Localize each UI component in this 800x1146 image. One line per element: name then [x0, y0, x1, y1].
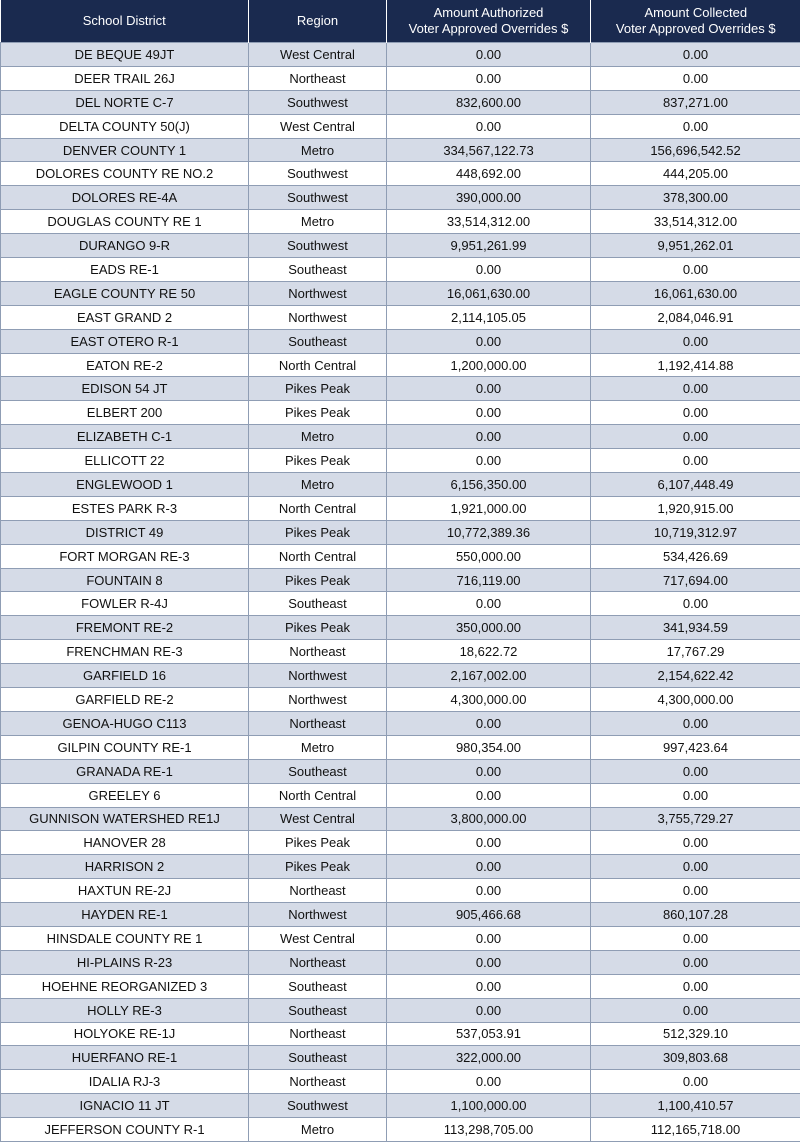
cell-school-district: FORT MORGAN RE-3: [1, 544, 249, 568]
cell-region: Northeast: [249, 879, 387, 903]
table-row: [1, 950, 800, 974]
table-row: [1, 234, 800, 258]
table-row: [1, 449, 800, 473]
cell-school-district: EDISON 54 JT: [1, 377, 249, 401]
table-row: [1, 305, 800, 329]
table-row: [1, 473, 800, 497]
cell-amount-collected: 512,329.10: [591, 1022, 800, 1046]
table-row: [1, 401, 800, 425]
cell-amount-authorized: 0.00: [387, 43, 591, 67]
cell-school-district: HOLYOKE RE-1J: [1, 1022, 249, 1046]
cell-school-district: GARFIELD RE-2: [1, 688, 249, 712]
cell-amount-authorized: 2,167,002.00: [387, 664, 591, 688]
cell-amount-authorized: 16,061,630.00: [387, 281, 591, 305]
cell-region: Metro: [249, 473, 387, 497]
table-body: [1, 43, 800, 1142]
cell-region: Southeast: [249, 998, 387, 1022]
table-row: [1, 520, 800, 544]
cell-amount-collected: 3,755,729.27: [591, 807, 800, 831]
cell-amount-authorized: 0.00: [387, 759, 591, 783]
table-row: [1, 616, 800, 640]
table-row: [1, 496, 800, 520]
table-row: [1, 90, 800, 114]
cell-region: Southeast: [249, 759, 387, 783]
cell-amount-authorized: 0.00: [387, 377, 591, 401]
cell-amount-authorized: 0.00: [387, 258, 591, 282]
cell-school-district: ELBERT 200: [1, 401, 249, 425]
cell-school-district: GENOA-HUGO C113: [1, 711, 249, 735]
cell-region: Southeast: [249, 329, 387, 353]
cell-amount-authorized: 0.00: [387, 783, 591, 807]
cell-school-district: EAST OTERO R-1: [1, 329, 249, 353]
cell-amount-collected: 997,423.64: [591, 735, 800, 759]
cell-amount-collected: 444,205.00: [591, 162, 800, 186]
cell-amount-collected: 17,767.29: [591, 640, 800, 664]
cell-school-district: HARRISON 2: [1, 855, 249, 879]
cell-amount-collected: 0.00: [591, 998, 800, 1022]
cell-region: Southwest: [249, 90, 387, 114]
cell-school-district: GILPIN COUNTY RE-1: [1, 735, 249, 759]
cell-amount-collected: 860,107.28: [591, 903, 800, 927]
cell-school-district: FREMONT RE-2: [1, 616, 249, 640]
cell-school-district: IGNACIO 11 JT: [1, 1094, 249, 1118]
cell-amount-authorized: 0.00: [387, 998, 591, 1022]
cell-amount-collected: 33,514,312.00: [591, 210, 800, 234]
table-row: [1, 329, 800, 353]
cell-school-district: EAST GRAND 2: [1, 305, 249, 329]
table-row: [1, 759, 800, 783]
cell-amount-collected: 6,107,448.49: [591, 473, 800, 497]
cell-amount-collected: 0.00: [591, 879, 800, 903]
cell-amount-authorized: 2,114,105.05: [387, 305, 591, 329]
table-row: [1, 66, 800, 90]
cell-amount-authorized: 832,600.00: [387, 90, 591, 114]
cell-region: Northeast: [249, 711, 387, 735]
cell-amount-authorized: 0.00: [387, 114, 591, 138]
cell-amount-authorized: 1,921,000.00: [387, 496, 591, 520]
cell-amount-authorized: 9,951,261.99: [387, 234, 591, 258]
cell-school-district: GREELEY 6: [1, 783, 249, 807]
cell-school-district: DOUGLAS COUNTY RE 1: [1, 210, 249, 234]
table-row: [1, 592, 800, 616]
cell-amount-collected: 2,084,046.91: [591, 305, 800, 329]
table-row: [1, 138, 800, 162]
header-region: Region: [249, 0, 387, 43]
cell-amount-collected: 717,694.00: [591, 568, 800, 592]
cell-amount-authorized: 350,000.00: [387, 616, 591, 640]
cell-region: Northeast: [249, 1022, 387, 1046]
cell-amount-collected: 9,951,262.01: [591, 234, 800, 258]
cell-amount-authorized: 4,300,000.00: [387, 688, 591, 712]
cell-amount-authorized: 905,466.68: [387, 903, 591, 927]
cell-region: Pikes Peak: [249, 568, 387, 592]
cell-amount-collected: 10,719,312.97: [591, 520, 800, 544]
cell-region: Southwest: [249, 186, 387, 210]
cell-region: North Central: [249, 544, 387, 568]
table-row: [1, 114, 800, 138]
cell-region: Pikes Peak: [249, 831, 387, 855]
header-row: [1, 0, 800, 43]
cell-amount-authorized: 390,000.00: [387, 186, 591, 210]
cell-school-district: EATON RE-2: [1, 353, 249, 377]
table-row: [1, 377, 800, 401]
cell-region: Metro: [249, 425, 387, 449]
cell-amount-collected: 0.00: [591, 1070, 800, 1094]
cell-amount-authorized: 33,514,312.00: [387, 210, 591, 234]
table-header: [1, 0, 800, 43]
cell-amount-authorized: 0.00: [387, 425, 591, 449]
cell-region: Northwest: [249, 688, 387, 712]
cell-region: West Central: [249, 807, 387, 831]
cell-amount-authorized: 0.00: [387, 449, 591, 473]
cell-region: Northeast: [249, 640, 387, 664]
cell-school-district: DOLORES COUNTY RE NO.2: [1, 162, 249, 186]
cell-region: Northwest: [249, 281, 387, 305]
cell-region: Northwest: [249, 664, 387, 688]
cell-region: Northeast: [249, 950, 387, 974]
cell-amount-collected: 112,165,718.00: [591, 1118, 800, 1142]
cell-amount-collected: 1,192,414.88: [591, 353, 800, 377]
table-row: [1, 735, 800, 759]
cell-region: Southeast: [249, 974, 387, 998]
cell-school-district: HANOVER 28: [1, 831, 249, 855]
table-row: [1, 855, 800, 879]
cell-amount-collected: 2,154,622.42: [591, 664, 800, 688]
table-row: [1, 998, 800, 1022]
cell-region: Pikes Peak: [249, 520, 387, 544]
table-row: [1, 926, 800, 950]
cell-school-district: GARFIELD 16: [1, 664, 249, 688]
cell-school-district: FOWLER R-4J: [1, 592, 249, 616]
cell-amount-collected: 309,803.68: [591, 1046, 800, 1070]
cell-school-district: FOUNTAIN 8: [1, 568, 249, 592]
cell-amount-collected: 378,300.00: [591, 186, 800, 210]
table-row: [1, 568, 800, 592]
cell-amount-authorized: 0.00: [387, 66, 591, 90]
cell-amount-collected: 534,426.69: [591, 544, 800, 568]
cell-amount-authorized: 0.00: [387, 974, 591, 998]
table-row: [1, 688, 800, 712]
cell-school-district: ENGLEWOOD 1: [1, 473, 249, 497]
cell-school-district: FRENCHMAN RE-3: [1, 640, 249, 664]
cell-school-district: DOLORES RE-4A: [1, 186, 249, 210]
cell-amount-collected: 0.00: [591, 783, 800, 807]
cell-amount-collected: 0.00: [591, 329, 800, 353]
cell-region: Southwest: [249, 162, 387, 186]
table-row: [1, 640, 800, 664]
cell-amount-authorized: 1,200,000.00: [387, 353, 591, 377]
cell-region: Southeast: [249, 1046, 387, 1070]
cell-school-district: ELLICOTT 22: [1, 449, 249, 473]
table-row: [1, 1118, 800, 1142]
table-row: [1, 353, 800, 377]
table-row: [1, 425, 800, 449]
cell-region: Northwest: [249, 305, 387, 329]
cell-amount-collected: 0.00: [591, 974, 800, 998]
cell-amount-authorized: 0.00: [387, 926, 591, 950]
cell-amount-collected: 1,920,915.00: [591, 496, 800, 520]
cell-school-district: HAXTUN RE-2J: [1, 879, 249, 903]
cell-amount-collected: 0.00: [591, 950, 800, 974]
cell-school-district: EAGLE COUNTY RE 50: [1, 281, 249, 305]
cell-school-district: GRANADA RE-1: [1, 759, 249, 783]
cell-region: Pikes Peak: [249, 616, 387, 640]
header-amount-authorized: Amount Authorized Voter Approved Overrides $: [387, 0, 591, 43]
cell-school-district: ESTES PARK R-3: [1, 496, 249, 520]
cell-school-district: EADS RE-1: [1, 258, 249, 282]
cell-region: Southeast: [249, 592, 387, 616]
cell-amount-collected: 16,061,630.00: [591, 281, 800, 305]
cell-amount-authorized: 10,772,389.36: [387, 520, 591, 544]
cell-amount-collected: 1,100,410.57: [591, 1094, 800, 1118]
cell-amount-authorized: 0.00: [387, 401, 591, 425]
table-row: [1, 162, 800, 186]
cell-amount-authorized: 6,156,350.00: [387, 473, 591, 497]
cell-school-district: DE BEQUE 49JT: [1, 43, 249, 67]
cell-amount-collected: 0.00: [591, 401, 800, 425]
cell-amount-collected: 0.00: [591, 425, 800, 449]
cell-amount-authorized: 0.00: [387, 950, 591, 974]
cell-amount-collected: 837,271.00: [591, 90, 800, 114]
table-row: [1, 1070, 800, 1094]
cell-amount-authorized: 18,622.72: [387, 640, 591, 664]
header-amount-collected: Amount Collected Voter Approved Overrides $: [591, 0, 800, 43]
cell-amount-collected: 0.00: [591, 711, 800, 735]
table-row: [1, 711, 800, 735]
cell-amount-collected: 0.00: [591, 43, 800, 67]
cell-region: Southeast: [249, 258, 387, 282]
cell-region: Southwest: [249, 1094, 387, 1118]
cell-amount-authorized: 0.00: [387, 831, 591, 855]
cell-amount-collected: 0.00: [591, 258, 800, 282]
cell-region: North Central: [249, 353, 387, 377]
table-row: [1, 281, 800, 305]
cell-school-district: GUNNISON WATERSHED RE1J: [1, 807, 249, 831]
cell-school-district: DENVER COUNTY 1: [1, 138, 249, 162]
cell-amount-authorized: 0.00: [387, 879, 591, 903]
cell-amount-authorized: 0.00: [387, 1070, 591, 1094]
cell-school-district: HOEHNE REORGANIZED 3: [1, 974, 249, 998]
cell-school-district: DEL NORTE C-7: [1, 90, 249, 114]
cell-school-district: DISTRICT 49: [1, 520, 249, 544]
cell-amount-authorized: 322,000.00: [387, 1046, 591, 1070]
cell-amount-authorized: 3,800,000.00: [387, 807, 591, 831]
table-row: [1, 544, 800, 568]
cell-region: Pikes Peak: [249, 377, 387, 401]
cell-school-district: HINSDALE COUNTY RE 1: [1, 926, 249, 950]
cell-region: Northwest: [249, 903, 387, 927]
table-row: [1, 783, 800, 807]
cell-amount-collected: 0.00: [591, 926, 800, 950]
table-row: [1, 807, 800, 831]
cell-amount-authorized: 0.00: [387, 592, 591, 616]
cell-school-district: JEFFERSON COUNTY R-1: [1, 1118, 249, 1142]
cell-amount-collected: 0.00: [591, 592, 800, 616]
cell-school-district: ELIZABETH C-1: [1, 425, 249, 449]
cell-amount-authorized: 0.00: [387, 855, 591, 879]
table-row: [1, 974, 800, 998]
table-row: [1, 43, 800, 67]
cell-amount-collected: 0.00: [591, 831, 800, 855]
cell-region: Southwest: [249, 234, 387, 258]
cell-region: Pikes Peak: [249, 855, 387, 879]
cell-amount-collected: 0.00: [591, 449, 800, 473]
table-row: [1, 903, 800, 927]
cell-region: North Central: [249, 496, 387, 520]
cell-amount-authorized: 0.00: [387, 329, 591, 353]
cell-region: Northeast: [249, 66, 387, 90]
cell-region: West Central: [249, 114, 387, 138]
cell-region: Pikes Peak: [249, 449, 387, 473]
cell-amount-collected: 0.00: [591, 759, 800, 783]
table-row: [1, 831, 800, 855]
cell-region: Metro: [249, 138, 387, 162]
cell-amount-authorized: 716,119.00: [387, 568, 591, 592]
cell-school-district: DELTA COUNTY 50(J): [1, 114, 249, 138]
cell-region: West Central: [249, 926, 387, 950]
header-school-district: School District: [1, 0, 249, 43]
cell-school-district: HOLLY RE-3: [1, 998, 249, 1022]
cell-amount-collected: 0.00: [591, 114, 800, 138]
cell-region: West Central: [249, 43, 387, 67]
table-row: [1, 186, 800, 210]
cell-amount-authorized: 0.00: [387, 711, 591, 735]
cell-amount-collected: 0.00: [591, 377, 800, 401]
cell-amount-collected: 0.00: [591, 855, 800, 879]
table-row: [1, 1022, 800, 1046]
cell-school-district: HUERFANO RE-1: [1, 1046, 249, 1070]
cell-region: Pikes Peak: [249, 401, 387, 425]
cell-region: North Central: [249, 783, 387, 807]
cell-amount-authorized: 448,692.00: [387, 162, 591, 186]
table-row: [1, 879, 800, 903]
table-row: [1, 664, 800, 688]
cell-school-district: HAYDEN RE-1: [1, 903, 249, 927]
table-row: [1, 1046, 800, 1070]
cell-amount-authorized: 537,053.91: [387, 1022, 591, 1046]
cell-amount-collected: 341,934.59: [591, 616, 800, 640]
cell-amount-collected: 156,696,542.52: [591, 138, 800, 162]
cell-region: Metro: [249, 735, 387, 759]
cell-amount-authorized: 113,298,705.00: [387, 1118, 591, 1142]
cell-region: Metro: [249, 210, 387, 234]
table-row: [1, 258, 800, 282]
cell-amount-collected: 4,300,000.00: [591, 688, 800, 712]
cell-school-district: HI-PLAINS R-23: [1, 950, 249, 974]
cell-amount-authorized: 980,354.00: [387, 735, 591, 759]
table-row: [1, 210, 800, 234]
cell-amount-authorized: 550,000.00: [387, 544, 591, 568]
cell-school-district: DEER TRAIL 26J: [1, 66, 249, 90]
cell-amount-authorized: 1,100,000.00: [387, 1094, 591, 1118]
cell-school-district: DURANGO 9-R: [1, 234, 249, 258]
cell-region: Metro: [249, 1118, 387, 1142]
cell-region: Northeast: [249, 1070, 387, 1094]
cell-school-district: IDALIA RJ-3: [1, 1070, 249, 1094]
table-row: [1, 1094, 800, 1118]
cell-amount-collected: 0.00: [591, 66, 800, 90]
cell-amount-authorized: 334,567,122.73: [387, 138, 591, 162]
